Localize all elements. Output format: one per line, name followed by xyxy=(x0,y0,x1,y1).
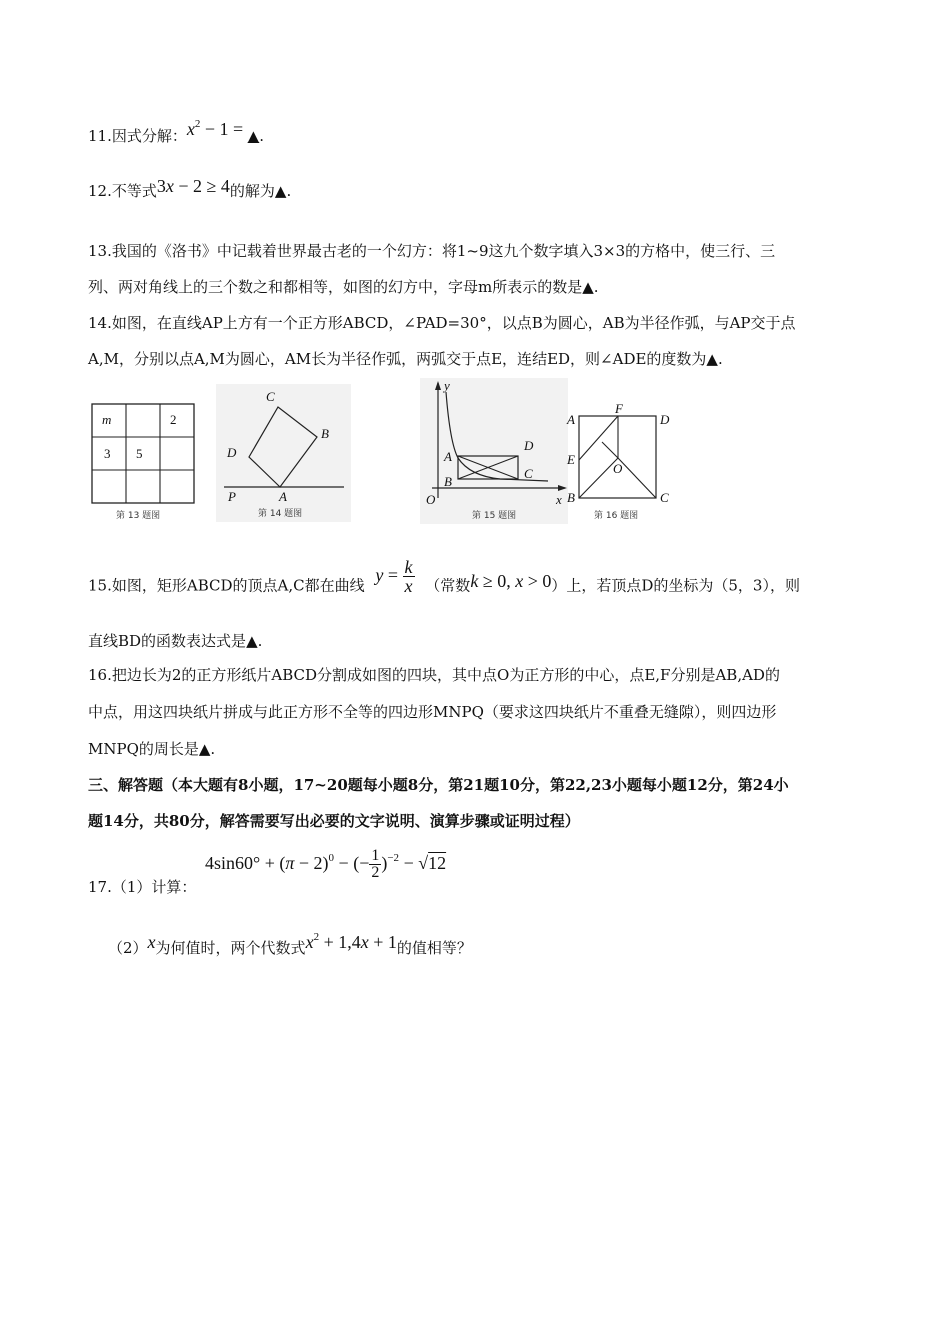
q15-curve-formula: y = $\frac{k}{x}$ xyxy=(375,557,413,596)
q12-formula: 3x − 2 ≥ 4 xyxy=(156,176,230,196)
question-16-line2: 中点，用这四块纸片拼成与此正方形不全等的四边形MNPQ（要求这四块纸片不重叠无缝隙），则四边形 xyxy=(88,703,777,721)
label-d: D xyxy=(524,438,534,453)
question-14-line1: 14.如图，在直线AP上方有一个正方形ABCD，∠PAD=30°，以点B为圆心，AB为半径作弧，与AP交于点 xyxy=(88,314,796,332)
label-d: D xyxy=(660,412,670,427)
q16-line3-text: MNPQ的周长是 xyxy=(88,740,199,758)
question-16-line3: MNPQ的周长是▲. xyxy=(88,740,216,758)
q15-suffix: ）上，若顶点D的坐标为（5，3），则 xyxy=(551,576,800,595)
label-y: y xyxy=(444,378,450,393)
q12-answer-blank: ▲ xyxy=(274,182,287,200)
label-c: C xyxy=(660,490,669,505)
cell-3: 3 xyxy=(104,446,111,461)
q15-condition: k ≥ 0, x > 0 xyxy=(470,570,552,591)
q13-answer-blank: ▲ xyxy=(582,278,594,296)
q11-prefix: 11.因式分解： xyxy=(88,127,187,145)
q15-answer-blank: ▲ xyxy=(246,632,258,650)
figure-14-caption: 第 14 题图 xyxy=(258,509,303,519)
question-11: 11.因式分解：$x^2 - 1$ = ▲. xyxy=(88,118,264,145)
figure-14 xyxy=(216,384,351,522)
figure-13 xyxy=(88,402,198,522)
label-b: B xyxy=(567,490,575,505)
figure-16 xyxy=(564,402,676,522)
q17-part2 xyxy=(108,931,472,958)
question-15-line1 xyxy=(88,557,800,605)
question-13-line2: 列、两对角线上的三个数之和都相等，如图的幻方中，字母m所表示的数是▲. xyxy=(88,278,599,296)
question-15-line2: 直线BD的函数表达式是▲. xyxy=(88,632,263,650)
q17-part2-mid: 为何值时，两个代数式 xyxy=(155,939,306,957)
q11-formula: $x^2 - 1$ = xyxy=(186,118,248,139)
question-12: 12.不等式3x − 2 ≥ 4的解为▲. xyxy=(88,176,292,200)
label-d: D xyxy=(227,445,237,460)
label-e: E xyxy=(567,452,575,467)
q17-part2-suffix: 的值相等？ xyxy=(396,939,472,957)
label-f: F xyxy=(615,402,623,416)
q15-prefix: 15.如图，矩形ABCD的顶点A,C都在曲线 xyxy=(88,576,365,595)
q17-expressions: $x^2 + 1,4x + 1$ xyxy=(305,931,397,952)
section-3-heading-line1: 三、解答题（本大题有8小题，17~20题每小题8分，第21题10分，第22,23小题每小题12分，第24小 xyxy=(88,776,789,794)
figure-15-caption: 第 15 题图 xyxy=(472,511,517,521)
label-o: O xyxy=(613,461,623,476)
q14-line2-text: A,M，分别以点A,M为圆心，AM长为半径作弧，两弧交于点E，连结ED，则∠ADE的度数为 xyxy=(88,350,707,368)
label-c: C xyxy=(524,466,533,481)
section-3-heading-line2: 题14分，共80分，解答需要写出必要的文字说明、演算步骤或证明过程） xyxy=(88,812,580,830)
q15-mid: （常数 xyxy=(425,576,471,595)
label-c: C xyxy=(266,389,275,404)
figure-15 xyxy=(420,378,568,524)
question-16-line1: 16.把边长为2的正方形纸片ABCD分割成如图的四块，其中点O为正方形的中心，点E,F分别是AB,AD的 xyxy=(88,666,780,684)
label-b: B xyxy=(321,426,329,441)
label-o: O xyxy=(426,492,436,507)
segment-cut xyxy=(602,442,618,458)
cell-4: 5 xyxy=(136,446,143,461)
segment-fe xyxy=(579,416,618,460)
q13-line2-text: 列、两对角线上的三个数之和都相等，如图的幻方中，字母m所表示的数是 xyxy=(88,278,583,296)
q17-part1-expression: $4\sin 60^\circ + (\pi - 2)^0$ − (− $\frac{1}{2}$ )$^{-2}$ − √12 xyxy=(205,847,447,881)
question-13-line1: 13.我国的《洛书》中记载着世界最古老的一个幻方：将1~9这九个数字填入3×3的方格中，使三行、三 xyxy=(88,242,776,260)
q14-answer-blank: ▲ xyxy=(706,350,718,368)
label-p: P xyxy=(228,489,236,504)
q12-suffix: 的解为 xyxy=(229,182,275,200)
q17-var-x: x xyxy=(147,932,156,952)
question-14-line2: A,M，分别以点A,M为圆心，AM长为半径作弧，两弧交于点E，连结ED，则∠ADE的度数为▲. xyxy=(88,350,723,368)
figure-16-caption: 第 16 题图 xyxy=(594,511,639,521)
q11-answer-blank: ▲ xyxy=(247,127,260,145)
q16-answer-blank: ▲ xyxy=(198,740,211,758)
label-x: x xyxy=(556,492,562,507)
segment-oc xyxy=(618,458,656,498)
cell-0: m xyxy=(102,412,112,427)
q15-line2-text: 直线BD的函数表达式是 xyxy=(88,632,247,650)
figure-13-caption: 第 13 题图 xyxy=(116,511,161,521)
label-a: A xyxy=(444,449,452,464)
q17-part2-prefix: （2） xyxy=(108,939,148,957)
label-a: A xyxy=(279,489,287,504)
cell-2: 2 xyxy=(170,412,177,427)
q12-prefix: 12.不等式 xyxy=(88,182,157,200)
figure-15-background xyxy=(420,378,568,524)
label-a: A xyxy=(567,412,575,427)
q17-part1-label: 17.（1）计算： xyxy=(88,878,197,896)
label-b: B xyxy=(444,474,452,489)
